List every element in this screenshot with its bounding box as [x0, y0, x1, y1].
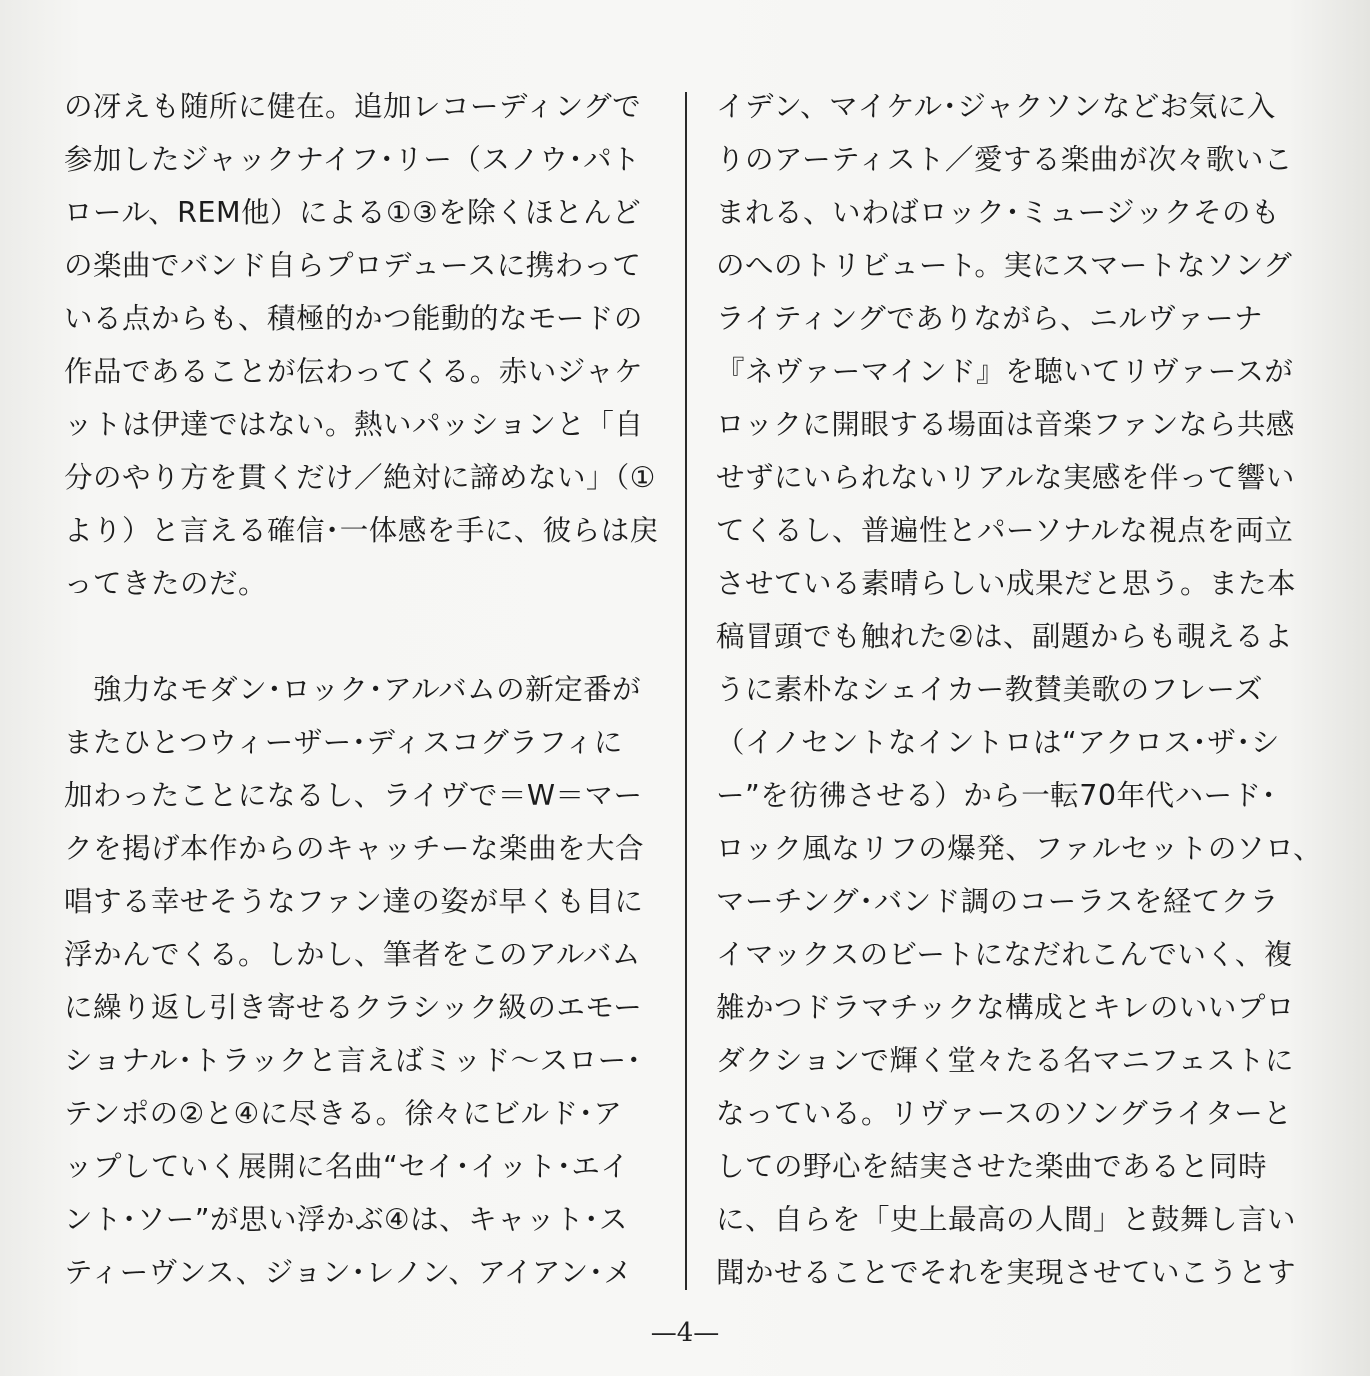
text-line: イデン、マイケル･ジャクソンなどお気に入 [716, 90, 1276, 123]
text-line: りのアーティスト／愛する楽曲が次々歌いこ [716, 143, 1293, 176]
text-line: しての野心を結実させた楽曲であると同時 [716, 1150, 1268, 1183]
text-line: 聞かせることでそれを実現させていこうとす [716, 1256, 1297, 1289]
text-line: 『ネヴァーマインド』を聴いてリヴァースが [716, 355, 1294, 388]
text-line: せずにいられないリアルな実感を伴って響い [716, 461, 1295, 494]
column-divider [685, 92, 687, 1290]
text-line: 分のやり方を貫くだけ／絶対に諦めない」（① [64, 461, 656, 494]
text-line: させている素晴らしい成果だと思う。また本 [716, 567, 1297, 600]
text-line: またひとつウィーザー･ディスコグラフィに [64, 726, 623, 759]
text-line: より）と言える確信･一体感を手に、彼らは戻 [64, 514, 659, 547]
text-line: の冴えも随所に健在。追加レコーディングで [64, 90, 642, 123]
text-line: イマックスのビートになだれこんでいく、複 [716, 938, 1293, 971]
text-line: のへのトリビュート。実にスマートなソング [716, 249, 1293, 282]
paragraph-gap [64, 610, 664, 663]
text-line: に、自らを「史上最高の人間」と鼓舞し言い [716, 1203, 1297, 1236]
page-number: —4— [650, 1318, 720, 1348]
text-line: まれる、いわばロック･ミュージックそのも [716, 196, 1281, 229]
text-line: ー”を彷彿させる）から一転70年代ハード･ [716, 779, 1277, 812]
text-line: の楽曲でバンド自らプロデュースに携わって [64, 249, 642, 282]
text-line: てくるし、普遍性とパーソナルな視点を両立 [716, 514, 1294, 547]
text-line: ってきたのだ。 [64, 567, 268, 600]
text-line: ライティングでありながら、ニルヴァーナ [716, 302, 1264, 335]
text-line: ロックに開眼する場面は音楽ファンなら共感 [716, 408, 1295, 441]
text-line: 稿冒頭でも触れた②は、副題からも覗えるよ [716, 620, 1294, 653]
text-line: 唱する幸せそうなファン達の姿が早くも目に [64, 885, 644, 918]
text-line: ロック風なリフの爆発、ファルセットのソロ、 [716, 832, 1323, 865]
text-line: ットは伊達ではない。熱いパッションと「自 [64, 408, 644, 441]
text-line: ップしていく展開に名曲“セイ･イット･エイ [64, 1150, 630, 1183]
text-line: ティーヴンス、ジョン･レノン、アイアン･メ [64, 1256, 633, 1289]
text-line: 参加したジャックナイフ･リー（スノウ･パト [64, 143, 641, 176]
text-line: ダクションで輝く堂々たる名マニフェストに [716, 1044, 1295, 1077]
text-line: いる点からも、積極的かつ能動的なモードの [64, 302, 643, 335]
left-text-column [64, 80, 664, 1299]
text-line: 雑かつドラマチックな構成とキレのいいプロ [716, 991, 1295, 1024]
text-line: クを掲げ本作からのキャッチーな楽曲を大合 [64, 832, 645, 865]
text-line: なっている。リヴァースのソングライターと [716, 1097, 1293, 1130]
text-line: 加わったことになるし、ライヴで＝W＝マー [64, 779, 643, 812]
text-line: マーチング･バンド調のコーラスを経てクラ [716, 885, 1279, 918]
text-line: ント･ソー”が思い浮かぶ④は、キャット･ス [64, 1203, 628, 1236]
text-line: 強力なモダン･ロック･アルバムの新定番が [64, 673, 642, 706]
text-line: うに素朴なシェイカー教賛美歌のフレーズ [716, 673, 1264, 706]
text-line: 浮かんでくる。しかし、筆者をこのアルバム [64, 938, 641, 971]
text-line: ショナル･トラックと言えばミッド～スロー･ [64, 1044, 642, 1077]
right-text-column [716, 80, 1323, 1299]
text-line: （イノセントなイントロは“アクロス･ザ･シ [716, 726, 1280, 759]
text-line: ロール、REM他）による①③を除くほとんど [64, 196, 642, 229]
text-line: 作品であることが伝わってくる。赤いジャケ [64, 355, 644, 388]
text-line: に繰り返し引き寄せるクラシック級のエモー [64, 991, 643, 1024]
text-line: テンポの②と④に尽きる。徐々にビルド･ア [64, 1097, 623, 1130]
